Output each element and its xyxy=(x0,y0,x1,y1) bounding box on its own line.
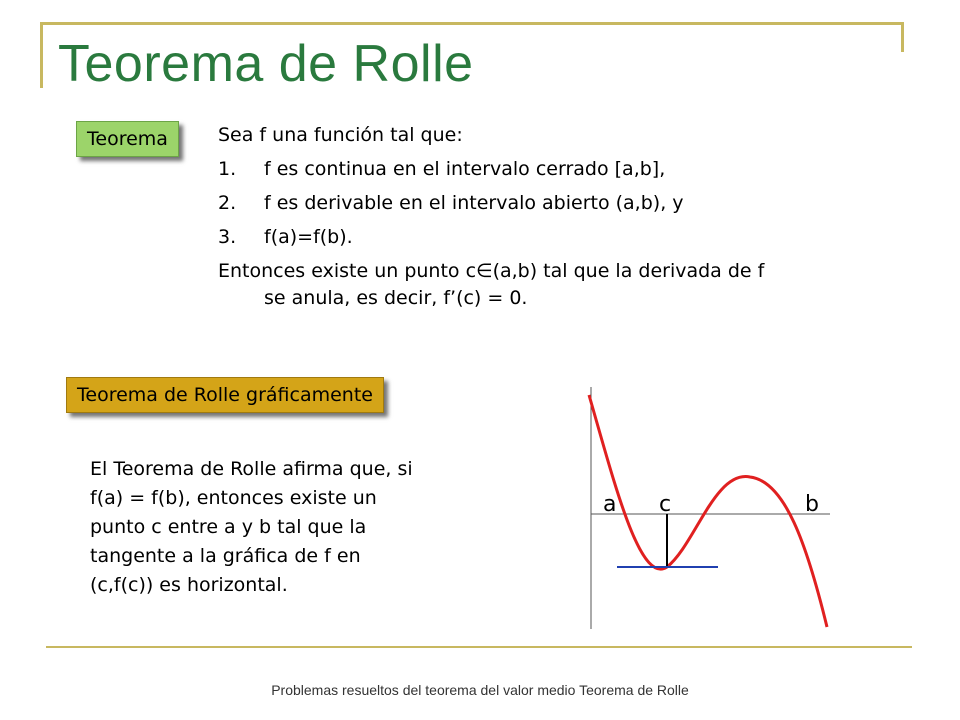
statement-item-1 xyxy=(218,152,764,186)
label-c: c xyxy=(659,492,672,517)
theorem-statement xyxy=(218,118,764,312)
statement-intro: Sea f una función tal que: xyxy=(218,124,463,146)
frame-corner-right xyxy=(901,22,904,52)
frame-corner-left xyxy=(40,22,43,88)
graphic-badge: Teorema de Rolle gráficamente xyxy=(66,377,384,413)
label-a: a xyxy=(603,492,617,517)
description-line: tangente a la gráfica de f en xyxy=(90,545,361,567)
statement-item-2 xyxy=(218,186,764,220)
graphic-description xyxy=(90,455,510,600)
item-text: f(a)=f(b). xyxy=(264,226,353,248)
description-line: punto c entre a y b tal que la xyxy=(90,516,367,538)
item-text: f es derivable en el intervalo abierto (a,b), y xyxy=(264,192,684,214)
label-b: b xyxy=(805,492,819,517)
item-number: 2. xyxy=(218,192,237,214)
rolle-graph xyxy=(585,385,845,635)
conclusion-line-1: Entonces existe un punto c∈(a,b) tal que la derivada de f xyxy=(218,260,765,282)
bottom-rule xyxy=(46,646,912,648)
function-curve xyxy=(589,395,827,627)
description-line: (c,f(c)) es horizontal. xyxy=(90,574,288,596)
slide-title: Teorema de Rolle xyxy=(58,35,474,93)
theorem-badge: Teorema xyxy=(76,121,179,157)
description-line: El Teorema de Rolle afirma que, si xyxy=(90,458,413,480)
item-text: f es continua en el intervalo cerrado [a,b], xyxy=(264,158,666,180)
conclusion-line-2: se anula, es decir, f’(c) = 0. xyxy=(264,287,528,309)
top-frame-line xyxy=(40,22,904,25)
description-line: f(a) = f(b), entonces existe un xyxy=(90,487,377,509)
footer-caption: Problemas resueltos del teorema del valor medio Teorema de Rolle xyxy=(271,682,689,698)
item-number: 1. xyxy=(218,158,237,180)
statement-item-3 xyxy=(218,220,764,254)
item-number: 3. xyxy=(218,226,237,248)
